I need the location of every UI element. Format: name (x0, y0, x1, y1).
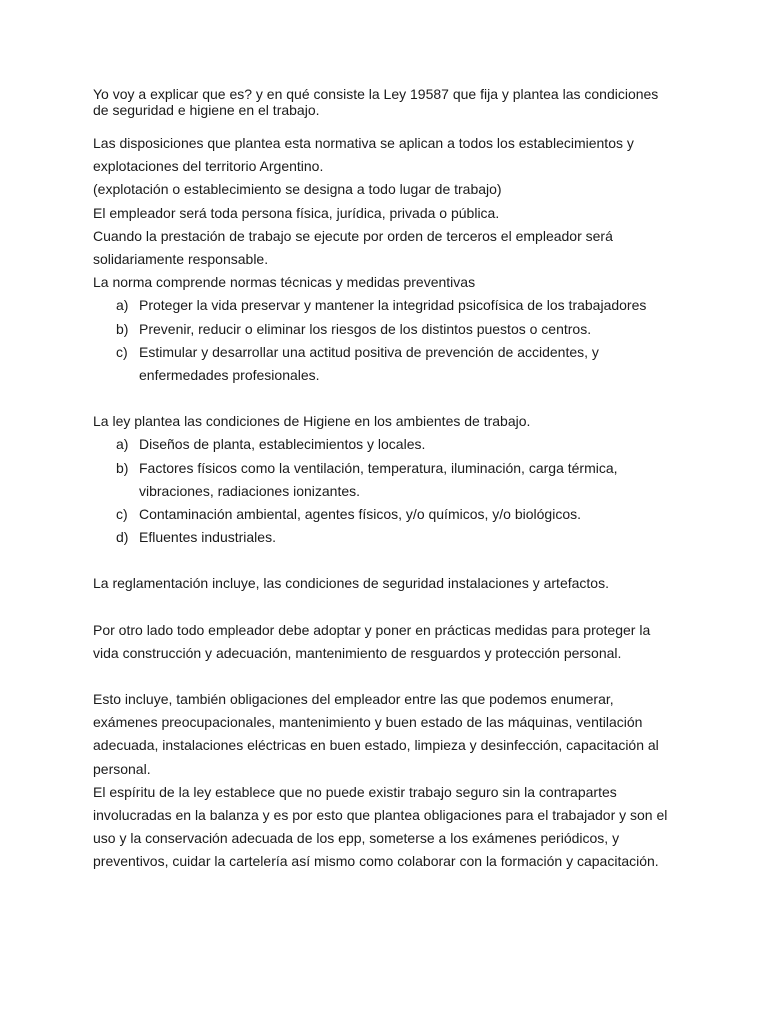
text-line: Por otro lado todo empleador debe adoptar y poner en prácticas medidas para proteger la (93, 621, 651, 638)
text-line: vida construcción y adecuación, mantenimiento de resguardos y protección personal. (93, 644, 622, 661)
list-marker: c) (116, 506, 128, 523)
list-item (93, 341, 693, 387)
list-item-text: Estimular y desarrollar una actitud positiva de prevención de accidentes, y (139, 343, 599, 360)
intro-line: Yo voy a explicar que es? y en qué consiste la Ley 19587 que fija y plantea las condiciones (93, 86, 659, 102)
list-item-text: enfermedades profesionales. (139, 367, 320, 384)
higiene-list (93, 433, 693, 549)
list-item (93, 457, 693, 503)
terceros-paragraph (93, 225, 693, 271)
reglamentacion-paragraph: La reglamentación incluye, las condiciones de seguridad instalaciones y artefactos. (93, 575, 609, 592)
explotacion-note: (explotación o establecimiento se designa a todo lugar de trabajo) (93, 181, 502, 198)
text-line: El espíritu de la ley establece que no puede existir trabajo seguro sin la contrapartes (93, 783, 617, 800)
intro-line: de seguridad e higiene en el trabajo. (93, 102, 320, 118)
list-item (93, 526, 693, 549)
spacer (93, 549, 693, 572)
text-line: involucradas en la balanza y es por esto que plantea obligaciones para el trabajador y son el (93, 807, 668, 824)
list-item-text: Efluentes industriales. (139, 529, 276, 546)
list-item (93, 433, 693, 456)
spacer (93, 665, 693, 688)
list-item-text: Prevenir, reducir o eliminar los riesgos de los distintos puestos o centros. (139, 320, 592, 337)
text-line: Cuando la prestación de trabajo se ejecute por orden de terceros el empleador será (93, 227, 613, 244)
list-marker: b) (116, 320, 129, 337)
intro-paragraph (93, 86, 693, 118)
document-body (93, 86, 693, 874)
list-item (93, 503, 693, 526)
list-item-text: vibraciones, radiaciones ionizantes. (139, 482, 361, 499)
disposiciones-paragraph (93, 132, 693, 178)
text-line: preventivos, cuidar la cartelería así mismo como colaborar con la formación y capacitación. (93, 853, 659, 870)
list-item-text: Contaminación ambiental, agentes físicos, y/o químicos, y/o biológicos. (139, 506, 582, 523)
text-line: explotaciones del territorio Argentino. (93, 158, 324, 175)
text-line: solidariamente responsable. (93, 251, 269, 268)
text-line: exámenes preocupacionales, mantenimiento y buen estado de las máquinas, ventilación (93, 714, 643, 731)
list-item-text: Proteger la vida preservar y mantener la integridad psicofísica de los trabajadores (139, 297, 647, 314)
list-item (93, 318, 693, 341)
list-marker: b) (116, 459, 129, 476)
spacer (93, 596, 693, 619)
text-line: uso y la conservación adecuada de los epp, someterse a los exámenes periódicos, y (93, 830, 620, 847)
spacer (93, 118, 693, 132)
spacer (93, 387, 693, 410)
higiene-heading: La ley plantea las condiciones de Higiene en los ambientes de trabajo. (93, 413, 531, 430)
text-line: Las disposiciones que plantea esta normativa se aplican a todos los establecimientos y (93, 135, 634, 151)
list-marker: a) (116, 297, 129, 314)
list-item-text: Factores físicos como la ventilación, temperatura, iluminación, carga térmica, (139, 459, 618, 476)
list-marker: c) (116, 343, 128, 360)
list-marker: a) (116, 436, 129, 453)
obligaciones-empleador-paragraph (93, 688, 693, 781)
text-line: adecuada, instalaciones eléctricas en buen estado, limpieza y desinfección, capacitación al (93, 737, 659, 754)
norma-paragraph: La norma comprende normas técnicas y medidas preventivas (93, 274, 476, 291)
text-line: personal. (93, 760, 151, 777)
norma-list (93, 294, 693, 387)
empleador-medidas-paragraph (93, 619, 693, 665)
list-marker: d) (116, 529, 129, 546)
list-item-text: Diseños de planta, establecimientos y locales. (139, 436, 426, 453)
espiritu-ley-paragraph (93, 781, 693, 874)
text-line: Esto incluye, también obligaciones del empleador entre las que podemos enumerar, (93, 691, 614, 708)
list-item (93, 294, 693, 317)
empleador-paragraph: El empleador será toda persona física, jurídica, privada o pública. (93, 204, 500, 221)
